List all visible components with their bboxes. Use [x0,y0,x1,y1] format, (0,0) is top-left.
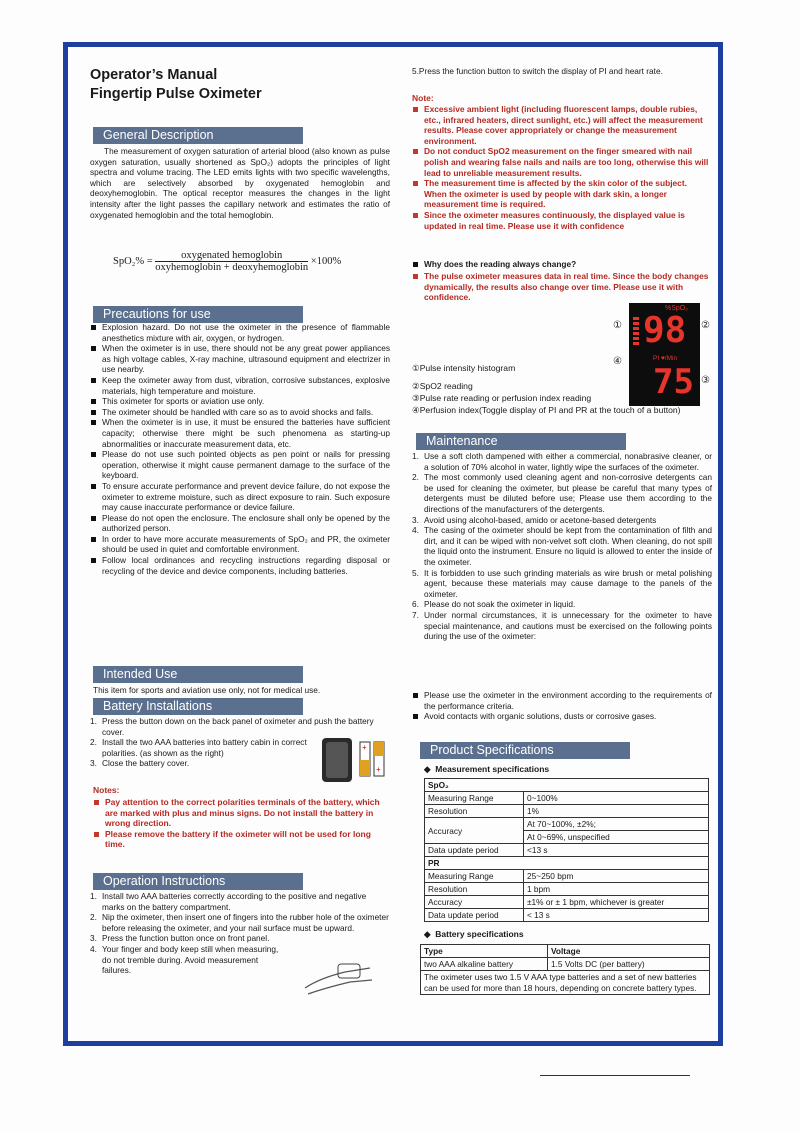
product-specifications-header: Product Specifications [420,742,630,759]
list-item: Since the oximeter measures continuously, the displayed value is updated in real time. Please use it with confidence [412,210,712,231]
spo2-reading: 98 [643,310,687,351]
list-item: 7. Under normal circumstances, it is unnecessary for the oximeter to have special maintenance, and cautions must be exercised on the following points during the use of the oximeter: [412,609,712,642]
operation-step-5: 5.Press the function button to switch the display of PI and heart rate. [412,66,663,76]
table-row: Measuring Range 0~100% [425,792,709,805]
battery-notes-label: Notes: [93,785,120,795]
list-item: 2. Nip the oximeter, then insert one of fingers into the rubber hole of the oximeter before releasing the oximeter, and your nail surface must be upward. [90,912,389,933]
battery-spec-table [420,944,710,995]
list-item: Please do not use such pointed objects as pen point or nails for pressing operation, otherwise it might cause permanent damage to the surface of the keyboard. [90,449,390,481]
list-item: 2. Install the two AAA batteries into battery cabin in correct polarities. (as shown as the right) [90,737,307,758]
precautions-list [90,322,390,576]
callout-1: ① [613,320,622,331]
maintenance-bullets [412,690,712,722]
list-item: Keep the oximeter away from dust, vibration, corrosive substances, explosive materials, high temperature and moisture. [90,375,390,396]
list-item: 1. Install two AAA batteries correctly according to the positive and negative marks on the battery compartment. [90,891,367,912]
table-row: Accuracy ±1% or ± 1 bpm, whichever is greater [425,896,709,909]
title-line-1: Operator’s Manual [90,67,218,83]
list-item: Avoid contacts with organic solutions, dusts or corrosive gases. [412,711,712,722]
measurement-spec-table [424,778,709,922]
pr-reading: 75 [653,362,694,402]
battery-notes [93,797,393,850]
legend-item: ④Perfusion index(Toggle display of PI and PR at the touch of a button) [412,405,681,415]
precautions-header: Precautions for use [93,306,303,323]
table-row: Data update period <13 s [425,844,709,857]
list-item: Please use the oximeter in the environment according to the requirements of the performance criteria. [412,690,712,711]
formula-rhs: ×100% [310,255,342,267]
callout-4: ④ [613,356,622,367]
bottom-rule [540,1075,690,1076]
list-item: 4. Your finger and body keep still when measuring, do not tremble during. Avoid measurement failures. [90,943,279,976]
list-item: 2. The most commonly used cleaning agent and non-corrosive detergents can be used for cleaning the oximeter, but please be careful that many types of detergents must be diluted before use; Please use them according to the directions of the manufacturers of the detergents. [412,472,712,514]
operation-instructions-header: Operation Instructions [93,873,303,890]
measurement-spec-label: ◆ Measurement specifications [424,764,550,774]
list-item: 3. Avoid using alcohol-based, amido or acetone-based detergents [412,514,657,525]
display-legend [412,362,702,416]
list-item: The pulse oximeter measures data in real time. Since the body changes dynamically, the results also change over time. Please use it with confidence. [412,271,712,303]
table-row: At 0~69%, unspecified [425,831,709,844]
list-item: Explosion hazard. Do not use the oximeter in the presence of flammable anesthetics mixture with air, oxygen, or hydrogen. [90,322,390,343]
manual-title [90,66,262,104]
spo2-formula [113,250,341,273]
svg-text:+: + [362,743,367,752]
maintenance-list [412,451,712,642]
svg-text:+: + [376,765,381,774]
list-item: Please do not open the enclosure. The enclosure shall only be opened by the authorized person. [90,513,390,534]
list-item: 6. Please do not soak the oximeter in liquid. [412,599,576,610]
list-item: 4. The casing of the oximeter should be kept from the contamination of filth and dirt, and it can be wiped with non-velvet soft cloth. When cleaning, do not spill the liquid onto the instrument. Ensure no liquid is allowed to enter the inside of the oximeter. [412,525,712,567]
maintenance-header: Maintenance [416,433,626,450]
table-row: Resolution 1% [425,805,709,818]
note-label: Note: [412,93,434,103]
pr-unit-label: PI ♥/Min [653,355,678,362]
table-row [421,971,710,995]
list-item: When the oximeter is in use, there should not be any great power appliances as high voltage cables, X-ray machine, ultrasound equipment and electrizer in use nearby. [90,343,390,375]
table-row: Resolution 1 bpm [425,883,709,896]
callout-3: ③ [701,375,710,386]
list-item: Why does the reading always change? [412,259,712,270]
list-item: 5. It is forbidden to use such grinding materials as wire brush or metal polishing agent, because these materials may cause damage to the panels of the oximeter. [412,567,712,599]
list-item: Do not conduct SpO2 measurement on the finger smeared with nail polish and wearing false nails and nails are too long, otherwise this will lead to unreliable measurement results. [412,146,712,178]
list-item: When the oximeter is in use, it must be ensured the batteries have sufficient capacity; otherwise there might be such phenomena as starting-up abnormalities or inaccurate measurement data, etc. [90,417,390,449]
list-item: 3. Close the battery cover. [90,758,190,769]
battery-note: The oximeter uses two 1.5 V AAA type batteries and a set of new batteries can be used for more than 18 hours, depending on concrete battery types. [421,971,710,995]
list-item: Excessive ambient light (including fluorescent lamps, double rubies, etc., infrared heaters, direct sunlight, etc.) will affect the measurement results. Please cover appropriately or change the measurement environment. [412,104,712,146]
intended-use-header: Intended Use [93,666,303,683]
formula-lhs: SpO₂% = [113,255,153,267]
list-item: To ensure accurate performance and prevent device failure, do not expose the oximeter to extreme moisture, such as direct exposure to rain. Such exposure may cause inaccurate performance or device failure. [90,481,390,513]
table-row: Measuring Range 25~250 bpm [425,870,709,883]
general-description-header: General Description [93,127,303,144]
list-item: 1. Use a soft cloth dampened with either a commercial, nonabrasive cleaner, or a solution of 70% alcohol in water, lightly wipe the surfaces of the oximeter. [412,451,712,472]
formula-fraction [155,250,308,273]
list-item: 3. Press the function button once on front panel. [90,933,270,944]
pulse-histogram [633,317,639,347]
title-line-2: Fingertip Pulse Oximeter [90,86,262,102]
why-answer-list [412,271,712,303]
formula-numerator: oxygenated hemoglobin [155,250,308,262]
general-description-text: The measurement of oxygen saturation of arterial blood (also known as pulse oxygen saturation, usually shortened as SpO₂) adopts the principles of light spectra and volume tracing. The LED emits lights with two specific wavelengths, which are selectively absorbed by oxygenated hemoglobin and deoxyhemoglobin. The optical receptor measures the changes in the light intensity after the light passes the capillary network and estimates the ratio of oxygenated hemoglobin and the total hemoglobin. [90,146,390,220]
legend-item: ①Pulse intensity histogram [412,363,516,373]
battery-spec-label: ◆ Battery specifications [424,929,524,939]
table-row: Accuracy At 70~100%, ±2%; [425,818,709,831]
table-row [425,779,709,792]
list-item: Follow local ordinances and recycling instructions regarding disposal or recycling of the device and device components, including batteries. [90,555,390,576]
list-item: Please remove the battery if the oximeter will not be used for long time. [93,829,393,850]
legend-item: ③Pulse rate reading or perfusion index reading [412,393,592,403]
callout-2: ② [701,320,710,331]
intended-use-text: This item for sports and aviation use only, not for medical use. [93,685,321,695]
battery-illustration [320,736,390,784]
list-item: The measurement time is affected by the skin color of the subject. When the oximeter is used by people with dark skin, a longer measurement time is required. [412,178,712,210]
table-row: Type Voltage [421,945,710,958]
formula-denominator: oxyhemoglobin + deoxyhemoglobin [155,262,309,273]
finger-illustration [300,958,375,998]
note-list [412,104,712,231]
list-item: 1. Press the button down on the back panel of oximeter and push the battery cover. [90,716,374,737]
list-item: Pay attention to the correct polarities terminals of the battery, which are marked with plus and minus signs. Do not install the battery in wrong direction. [93,797,393,829]
table-row: two AAA alkaline battery 1.5 Volts DC (per battery) [421,958,710,971]
battery-installations-header: Battery Installations [93,698,303,715]
table-row [425,857,709,870]
pr-section-title: PR [425,857,709,870]
spo2-unit-label: %SpO₂ [665,305,688,312]
list-item: In order to have more accurate measurements of SpO₂ and PR, the oximeter should be used in quiet and comfortable environment. [90,534,390,555]
legend-item: ②SpO2 reading [412,381,473,391]
list-item: The oximeter should be handled with care so as to avoid shocks and falls. [90,407,390,418]
table-row: Data update period < 13 s [425,909,709,922]
battery-steps [90,716,374,769]
why-list [412,259,712,270]
spo2-section-title: SpO₂ [425,779,709,792]
list-item: This oximeter for sports or aviation use only. [90,396,390,407]
